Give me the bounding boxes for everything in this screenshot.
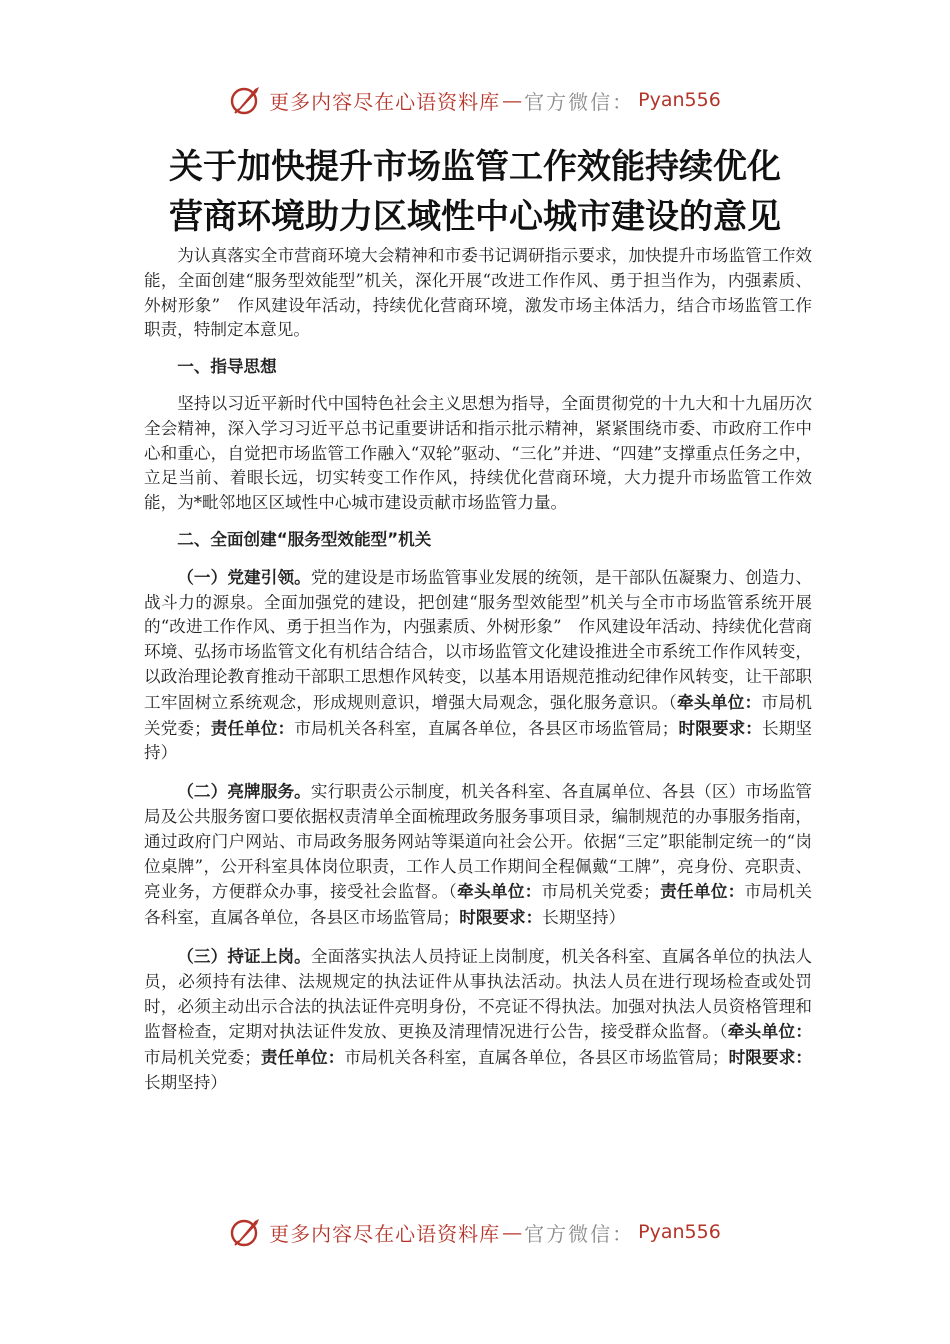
quill-logo-icon: [229, 83, 263, 117]
item-3-lead: （三）持证上岗。: [177, 945, 311, 966]
item-1-deadline-label: 时限要求：: [678, 717, 763, 738]
item-2-lead-unit-label: 牵头单位：: [457, 881, 542, 902]
item-3-body: 全面落实执法人员持证上岗制度，机关各科室、直属各单位的执法人员，必须持有法律、法规规定的执法证件从事执法活动。执法人员在进行现场检查或处罚时，必须主动出示合法的执法证件亮明身份，不亮证不得执法。加强对执法人员资格管理和监督检查，定期对执法证件发放、更换及清理情况进行公告，接受群众监督。（: [144, 946, 813, 1042]
item-3-paragraph: [144, 944, 812, 1096]
section-1-paragraph: 坚持以习近平新时代中国特色社会主义思想为指导，全面贯彻党的十九大和十九届历次全会精神，深入学习习近平总书记重要讲话和指示批示精神，紧紧围绕市委、市政府工作中心和重心，自觉把市场监管工作融入“双轮”驱动、“三化”并进、“四建”支撑重点任务之中，立足当前、着眼长远，切实转变工作作风，持续优化营商环境，大力提升市场监管工作效能，为*毗邻地区区域性中心城市建设贡献市场监管力量。: [144, 393, 812, 513]
item-2-resp-unit: 市局机关各科室，直属各单位，各县区市场监管局；: [144, 882, 813, 928]
document-title: [0, 142, 950, 242]
intro-paragraph: 为认真落实全市营商环境大会精神和市委书记调研指示要求，加快提升市场监管工作效能，全面创建“服务型效能型”机关，深化开展“改进工作作风、勇于担当作为，内强素质、外树形象” 作风建设年活动，持续优化营商环境，激发市场主体活力，结合市场监管工作职责，特制定本意见。: [144, 246, 812, 340]
section-1-heading: 一、指导思想: [177, 357, 277, 377]
item-2-body: 实行职责公示制度，机关各科室、各直属单位、各县（区）市场监管局及公共服务窗口要依据权责清单全面梳理政务服务事项目录，编制规范的办事服务指南，通过政府门户网站、市局政务服务网站等渠道向社会公开。依据“三定”职能制定统一的“岗位桌牌”，公开科室具体岗位职责，工作人员工作期间全程佩戴“工牌”，亮身份、亮职责、亮业务，方便群众办事，接受社会监督。（: [144, 782, 813, 902]
item-2-lead-unit: 市局机关党委；: [541, 882, 660, 902]
header-banner: [0, 80, 950, 120]
section-2-heading: 二、全面创建“服务型效能型”机关: [177, 529, 432, 549]
banner-brand: 更多内容尽在心语资料库: [269, 89, 501, 114]
footer-banner: [0, 1212, 950, 1252]
title-line-1: 关于加快提升市场监管工作效能持续优化: [169, 147, 781, 187]
banner-official: 官方微信：: [524, 1221, 635, 1246]
item-3-resp-unit: 市局机关各科室，直属各单位，各县区市场监管局；: [344, 1048, 729, 1068]
item-2-deadline: 长期坚持）: [542, 908, 626, 928]
item-3-lead-unit-label: 牵头单位：: [727, 1021, 813, 1042]
item-1-lead-unit-label: 牵头单位：: [677, 691, 762, 712]
item-1-resp-unit-label: 责任单位：: [210, 717, 295, 738]
banner-dash: —: [502, 1220, 523, 1244]
item-3-deadline-label: 时限要求：: [728, 1047, 813, 1068]
item-1-paragraph: [144, 565, 812, 766]
document-body: [144, 244, 812, 1096]
item-2-deadline-label: 时限要求：: [459, 907, 543, 928]
item-1-deadline: 长期坚持）: [144, 718, 813, 763]
item-3-lead-unit: 市局机关党委；: [144, 1048, 261, 1068]
banner-wechat-id: Pyan556: [638, 1221, 721, 1243]
item-1-body: 党的建设是市场监管事业发展的统领，是干部队伍凝聚力、创造力、战斗力的源泉。全面加强党的建设，把创建“服务型效能型”机关与全市市场监管系统开展的“改进工作作风、勇于担当作为，内强素质、外树形象” 作风建设年活动、持续优化营商环境、弘扬市场监管文化有机结合结合，以市场监管文化建设推进全市系统工作作风转变，以政治理论教育推动干部职工思想作风转变，以基本用语规范推动纪律作风转变，让干部职工牢固树立系统观念，形成规则意识，增强大局观念，强化服务意识。（: [144, 567, 813, 712]
item-3-resp-unit-label: 责任单位：: [260, 1047, 345, 1068]
banner-dash: —: [502, 88, 523, 112]
banner-wechat-id: Pyan556: [638, 89, 721, 111]
item-1-lead: （一）党建引领。: [177, 566, 311, 587]
item-2-lead: （二）亮牌服务。: [177, 781, 311, 802]
item-1-lead-unit: 市局机关党委；: [144, 692, 813, 738]
item-2-paragraph: [144, 779, 812, 931]
banner-official: 官方微信：: [524, 89, 635, 114]
banner-brand: 更多内容尽在心语资料库: [269, 1221, 501, 1246]
item-2-resp-unit-label: 责任单位：: [659, 881, 745, 902]
item-1-resp-unit: 市局机关各科室，直属各单位，各县区市场监管局；: [294, 718, 679, 738]
title-line-2: 营商环境助力区域性中心城市建设的意见: [169, 197, 781, 237]
quill-logo-icon: [229, 1215, 263, 1249]
item-3-deadline: 长期坚持）: [144, 1072, 227, 1092]
